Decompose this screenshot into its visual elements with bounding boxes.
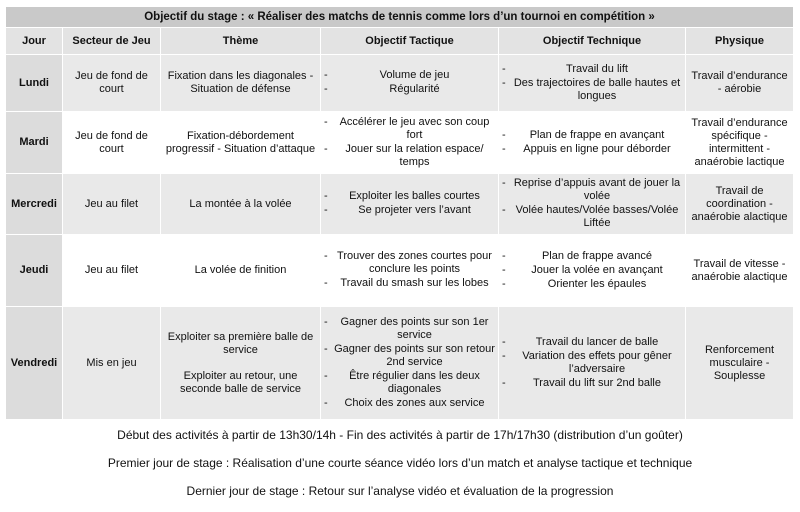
- tactique-cell: [321, 55, 499, 112]
- secteur-cell: Mis en jeu: [63, 307, 161, 420]
- note-first-day: Premier jour de stage : Réalisation d’une courte séance vidéo lors d’un match et analyse tactique et technique: [107, 456, 693, 470]
- table-title: Objectif du stage : « Réaliser des matchs de tennis comme lors d’un tournoi en compétition »: [6, 7, 794, 28]
- list-item: - Appuis en ligne pour déborder: [502, 143, 682, 156]
- list-item: - Travail du smash sur les lobes: [324, 277, 495, 290]
- table-row: [6, 55, 794, 112]
- theme-text: Exploiter au retour, une seconde balle de service: [179, 369, 302, 395]
- list-item: - Travail du lancer de balle: [502, 336, 682, 349]
- header-physique: Physique: [686, 28, 794, 55]
- list-item: - Choix des zones aux service: [324, 397, 495, 410]
- list-item: - Variation des effets pour gêner l’adversaire: [502, 350, 682, 376]
- list-item: - Orienter les épaules: [502, 278, 682, 291]
- header-jour: Jour: [6, 28, 63, 55]
- table-body: [6, 55, 794, 420]
- list-item: - Exploiter les balles courtes: [324, 190, 495, 203]
- physique-cell: Travail d’endurance spécifique - intermittent - anaérobie lactique: [686, 112, 794, 174]
- secteur-cell: Jeu au filet: [63, 174, 161, 235]
- list-item: - Volume de jeu: [324, 69, 495, 82]
- physique-cell: Travail d’endurance - aérobie: [686, 55, 794, 112]
- list-item: - Jouer la volée en avançant: [502, 264, 682, 277]
- technique-cell: [499, 235, 686, 307]
- table-row: [6, 112, 794, 174]
- day-label: Jeudi: [6, 235, 63, 307]
- day-label: Mardi: [6, 112, 63, 174]
- list-item: - Régularité: [324, 83, 495, 96]
- physique-cell: Travail de vitesse - anaérobie alactique: [686, 235, 794, 307]
- list-item: - Reprise d’appuis avant de jouer la volée: [502, 177, 682, 203]
- technique-cell: [499, 55, 686, 112]
- list-item: - Accélérer le jeu avec son coup fort: [324, 116, 495, 142]
- tactique-cell: [321, 112, 499, 174]
- theme-cell: [161, 174, 321, 235]
- list-item: - Travail du lift sur 2nd balle: [502, 377, 682, 390]
- list-item: - Gagner des points sur son 1er service: [324, 316, 495, 342]
- list-item: - Volée hautes/Volée basses/Volée Liftée: [502, 204, 682, 230]
- theme-cell: [161, 235, 321, 307]
- list-item: - Plan de frappe en avançant: [502, 129, 682, 142]
- theme-cell: [161, 307, 321, 420]
- physique-cell: Renforcement musculaire - Souplesse: [686, 307, 794, 420]
- table-row: [6, 174, 794, 235]
- header-theme: Thème: [161, 28, 321, 55]
- list-item: - Se projeter vers l’avant: [324, 204, 495, 217]
- technique-cell: [499, 174, 686, 235]
- header-technique: Objectif Technique: [499, 28, 686, 55]
- tactique-cell: [321, 235, 499, 307]
- header-row: [6, 28, 794, 55]
- tactique-cell: [321, 307, 499, 420]
- header-tactique: Objectif Tactique: [321, 28, 499, 55]
- note-hours: Début des activités à partir de 13h30/14h - Fin des activités à partir de 17h/17h30 (distribution d’un goûter): [117, 428, 683, 442]
- list-item: - Être régulier dans les deux diagonales: [324, 370, 495, 396]
- day-label: Mercredi: [6, 174, 63, 235]
- list-item: - Travail du lift: [502, 63, 682, 76]
- secteur-cell: Jeu de fond de court: [63, 112, 161, 174]
- schedule-sheet: [5, 6, 793, 420]
- note-last-day: Dernier jour de stage : Retour sur l’analyse vidéo et évaluation de la progression: [186, 484, 614, 498]
- list-item: - Trouver des zones courtes pour conclure les points: [324, 250, 495, 276]
- technique-cell: [499, 307, 686, 420]
- day-label: Vendredi: [6, 307, 63, 420]
- list-item: - Gagner des points sur son retour 2nd service: [324, 343, 495, 369]
- theme-cell: [161, 112, 321, 174]
- header-secteur: Secteur de Jeu: [63, 28, 161, 55]
- theme-cell: [161, 55, 321, 112]
- table-row: [6, 307, 794, 420]
- theme-text: Exploiter sa première balle de service: [167, 330, 314, 356]
- tactique-cell: [321, 174, 499, 235]
- theme-text: La volée de finition: [194, 264, 287, 276]
- physique-cell: Travail de coordination - anaérobie alactique: [686, 174, 794, 235]
- theme-text: Fixation dans les diagonales - Situation de défense: [167, 70, 314, 95]
- table-row: [6, 235, 794, 307]
- theme-text: Fixation-débordement progressif - Situation d’attaque: [165, 129, 316, 155]
- theme-text: La montée à la volée: [189, 197, 292, 210]
- list-item: - Des trajectoires de balle hautes et longues: [502, 77, 682, 103]
- day-label: Lundi: [6, 55, 63, 112]
- list-item: - Jouer sur la relation espace/ temps: [324, 143, 495, 169]
- notes: [0, 428, 800, 512]
- schedule-table: [5, 6, 794, 420]
- secteur-cell: Jeu de fond de court: [63, 55, 161, 112]
- secteur-cell: Jeu au filet: [63, 235, 161, 307]
- list-item: - Plan de frappe avancé: [502, 250, 682, 263]
- technique-cell: [499, 112, 686, 174]
